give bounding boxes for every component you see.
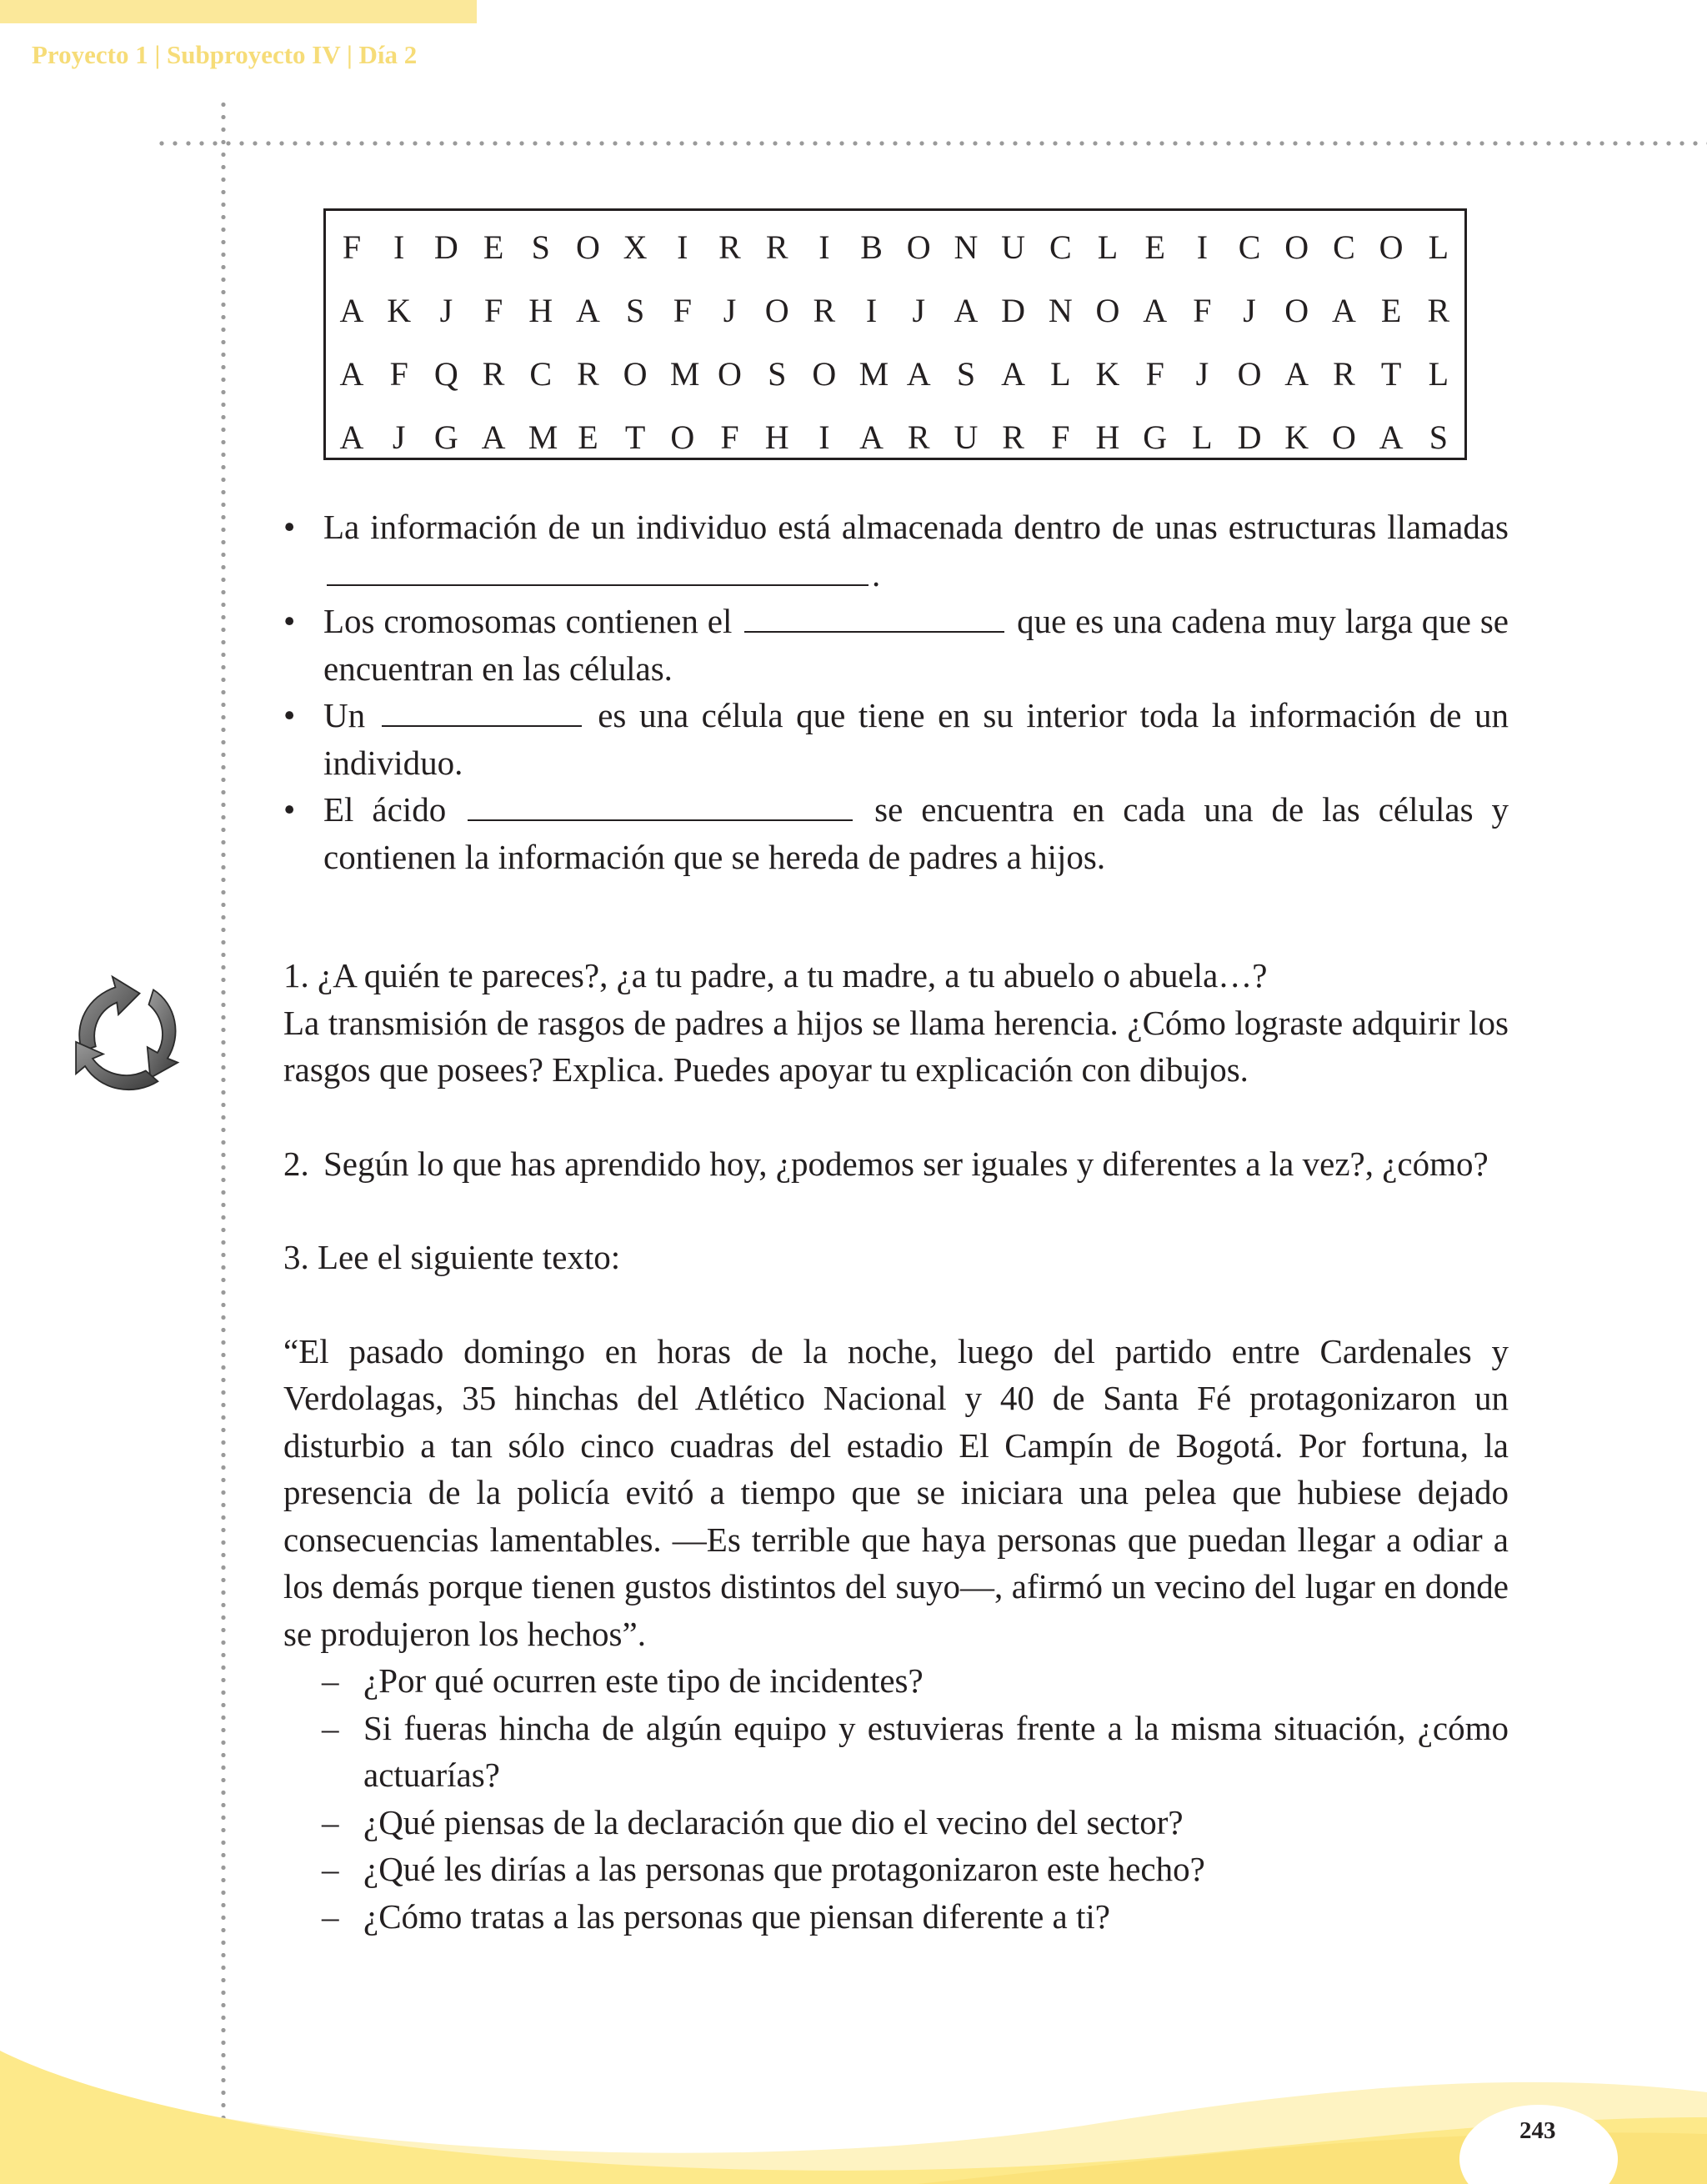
word-search-letter[interactable]: U xyxy=(954,418,979,456)
word-search-letter[interactable]: I xyxy=(818,418,830,456)
dotted-divider-vertical xyxy=(221,98,226,2184)
word-search-letter[interactable]: I xyxy=(865,291,878,329)
dash-marker: – xyxy=(322,1802,339,1841)
word-search-letter[interactable]: E xyxy=(1380,291,1402,329)
blank-item-text: que es una cadena muy larga que se encuentran en las células. xyxy=(323,602,1509,688)
word-search-letter[interactable]: R xyxy=(482,354,505,393)
word-search-letter[interactable]: J xyxy=(912,291,926,329)
word-search-letter[interactable]: F xyxy=(673,291,692,329)
word-search-letter[interactable]: C xyxy=(1238,228,1261,266)
word-search-letter[interactable]: J xyxy=(1195,354,1209,393)
sub-question xyxy=(283,1657,1509,1705)
page-header: Proyecto 1 | Subproyecto IV | Día 2 xyxy=(32,40,418,69)
sub-question-text: ¿Por qué ocurren este tipo de incidentes? xyxy=(363,1661,924,1700)
word-search-letter[interactable]: I xyxy=(677,228,688,266)
reading-passage: “El pasado domingo en horas de la noche, luego del partido entre Cardenales y Verdolagas, 35 hinchas del Atlético Nacional y 40 de Santa Fé protagonizaron un disturbio a tan sólo cinco cuadras del estadio El Campín de Bogotá. Por fortuna, la presencia de la policía evitó a tiempo que se iniciara una pelea que hubiese dejado consecuencias lamentables. —Es terrible que haya personas que puedan llegar a odiar a los demás porque tienen gustos distintos del suyo—, afirmó un vecino del lugar en donde se produjeron los hechos”. xyxy=(283,1331,1509,1653)
question-1-title: 1. ¿A quién te pareces?, ¿a tu padre, a tu madre, a tu abuelo o abuela…? xyxy=(283,956,1268,994)
word-search-letter[interactable]: K xyxy=(1095,354,1120,393)
word-search-letter[interactable]: A xyxy=(1331,291,1356,329)
blank-item-text: es una célula que tiene en su interior toda la información de un individuo. xyxy=(323,696,1509,782)
word-search-letter[interactable]: F xyxy=(1145,354,1164,393)
word-search-letter[interactable]: O xyxy=(1379,228,1404,266)
word-search-letter[interactable]: G xyxy=(1143,418,1168,456)
word-search-letter[interactable]: A xyxy=(1143,291,1168,329)
word-search-letter[interactable]: A xyxy=(481,418,506,456)
word-search-letter[interactable]: A xyxy=(1284,354,1309,393)
word-search-letter[interactable]: H xyxy=(764,418,789,456)
word-search-letter[interactable]: S xyxy=(768,354,787,393)
blank-item-2 xyxy=(283,598,1509,692)
word-search-letter[interactable]: O xyxy=(1284,291,1309,329)
sub-question xyxy=(283,1846,1509,1893)
word-search-letter[interactable]: R xyxy=(907,418,930,456)
word-search-letter[interactable]: R xyxy=(577,354,599,393)
blank-item-text: Un xyxy=(323,696,366,734)
word-search-letter[interactable]: A xyxy=(954,291,979,329)
answer-blank[interactable] xyxy=(382,700,582,727)
word-search-letter[interactable]: F xyxy=(720,418,739,456)
sub-question xyxy=(283,1799,1509,1846)
word-search-letter[interactable]: R xyxy=(1333,354,1355,393)
question-2-number: 2. xyxy=(283,1144,309,1183)
word-search-letter[interactable]: M xyxy=(859,354,889,393)
word-search-letter[interactable]: I xyxy=(818,228,830,266)
word-search-letter[interactable]: R xyxy=(1427,291,1450,329)
word-search-letter[interactable]: O xyxy=(764,291,789,329)
word-search-row xyxy=(339,342,1451,405)
blank-item-1 xyxy=(283,503,1509,598)
word-search-letter[interactable]: H xyxy=(1095,418,1120,456)
sub-question-text: ¿Qué piensas de la declaración que dio el vecino del sector? xyxy=(363,1802,1184,1841)
dash-marker: – xyxy=(322,1850,339,1888)
question-3-title: 3. Lee el siguiente texto: xyxy=(283,1238,621,1276)
word-search-letter[interactable]: A xyxy=(339,354,364,393)
word-search-letter[interactable]: I xyxy=(1196,228,1209,266)
answer-blank[interactable] xyxy=(468,794,853,821)
word-search-row xyxy=(339,278,1451,342)
word-search-letter[interactable]: F xyxy=(1193,291,1212,329)
dash-marker: – xyxy=(322,1896,339,1936)
word-search-letter[interactable]: O xyxy=(1095,291,1120,329)
dash-marker: – xyxy=(322,1708,339,1747)
word-search-letter[interactable]: L xyxy=(1192,418,1213,456)
word-search-letter[interactable]: E xyxy=(578,418,598,456)
header-accent-bar xyxy=(0,0,477,23)
fill-in-blanks-section xyxy=(283,503,1509,880)
word-search-letter[interactable]: R xyxy=(718,228,741,266)
word-search-letter[interactable]: O xyxy=(906,228,931,266)
blank-item-text: El ácido xyxy=(323,790,447,829)
word-search-letter[interactable]: A xyxy=(339,418,364,456)
blank-item-text: La información de un individuo está almacenada dentro de unas estructuras llamadas xyxy=(323,508,1509,546)
word-search-letter[interactable]: O xyxy=(1284,228,1309,266)
word-search-letter[interactable]: L xyxy=(1428,354,1449,393)
word-search-letter[interactable]: T xyxy=(1380,354,1402,393)
question-1-text: La transmisión de rasgos de padres a hijos se llama herencia. ¿Cómo lograste adquirir los rasgos que posees? Explica. Puedes apoyar tu explicación con dibujos. xyxy=(283,1003,1509,1089)
blank-item-text: . xyxy=(872,554,881,594)
word-search-letter[interactable]: R xyxy=(765,228,788,266)
blank-item-4 xyxy=(283,786,1509,880)
word-search-letter[interactable]: K xyxy=(387,291,412,329)
word-search-letter[interactable]: A xyxy=(1379,418,1404,456)
word-search-letter[interactable]: O xyxy=(1237,354,1262,393)
word-search-letter[interactable]: L xyxy=(1428,228,1449,266)
blank-item-text: se encuentra en cada una de las células y contienen la información que se hereda de padres a hijos. xyxy=(323,790,1509,876)
word-search-letter[interactable]: E xyxy=(1144,228,1165,266)
word-search-letter[interactable]: C xyxy=(529,354,553,393)
word-search-letter[interactable]: O xyxy=(1331,418,1356,456)
question-2 xyxy=(283,1140,1509,1188)
word-search-letter[interactable]: M xyxy=(528,418,558,456)
word-search-letter[interactable]: D xyxy=(1001,291,1026,329)
word-search-letter[interactable]: A xyxy=(575,291,600,329)
question-2-text: Según lo que has aprendido hoy, ¿podemos ser iguales y diferentes a la vez?, ¿cómo? xyxy=(323,1144,1489,1183)
word-search-letter[interactable]: O xyxy=(718,354,742,393)
bottom-wave-decoration xyxy=(0,2034,1707,2184)
word-search-letter[interactable]: T xyxy=(624,418,646,456)
word-search-letter[interactable]: C xyxy=(1049,228,1072,266)
dotted-divider-horizontal xyxy=(155,141,1707,146)
sub-question xyxy=(283,1705,1509,1799)
word-search-letter[interactable]: D xyxy=(1237,418,1262,456)
word-search-letter[interactable]: F xyxy=(342,228,362,266)
word-search-letter[interactable]: J xyxy=(392,418,406,456)
word-search-letter[interactable]: O xyxy=(670,418,695,456)
word-search-letter[interactable]: O xyxy=(575,228,600,266)
word-search-letter[interactable]: O xyxy=(812,354,837,393)
word-search-letter[interactable]: C xyxy=(1333,228,1355,266)
sub-question-text: Si fueras hincha de algún equipo y estuvieras frente a la misma situación, ¿cómo actuarías? xyxy=(363,1708,1509,1794)
word-search-letter[interactable]: S xyxy=(626,291,645,329)
word-search-letter[interactable]: B xyxy=(860,228,883,266)
word-search-letter[interactable]: A xyxy=(906,354,931,393)
word-search-letter[interactable]: L xyxy=(1050,354,1071,393)
word-search-letter[interactable]: L xyxy=(1097,228,1119,266)
word-search-row xyxy=(339,405,1451,468)
word-search-letter[interactable]: O xyxy=(623,354,648,393)
word-search-letter[interactable]: F xyxy=(1051,418,1070,456)
word-search-letter[interactable]: N xyxy=(1048,291,1073,329)
word-search-letter[interactable]: K xyxy=(1284,418,1309,456)
word-search-letter[interactable]: F xyxy=(483,291,503,329)
word-search-letter[interactable]: J xyxy=(723,291,737,329)
word-search-letter[interactable]: R xyxy=(1002,418,1024,456)
page-number: 243 xyxy=(1519,2117,1556,2144)
word-search-letter[interactable]: H xyxy=(528,291,553,329)
word-search-letter[interactable]: A xyxy=(339,291,364,329)
word-search-letter[interactable]: Q xyxy=(433,354,458,393)
word-search-letter[interactable]: F xyxy=(389,354,408,393)
word-search-letter[interactable]: E xyxy=(483,228,504,266)
word-search-letter[interactable]: D xyxy=(433,228,458,266)
word-search-letter[interactable]: R xyxy=(813,291,836,329)
word-search-letter[interactable]: A xyxy=(859,418,884,456)
word-search-letter[interactable]: J xyxy=(1243,291,1256,329)
sub-question xyxy=(283,1893,1509,1941)
recycle-arrows-icon xyxy=(52,957,203,1109)
word-search-letter[interactable]: U xyxy=(1001,228,1026,266)
word-search-letter[interactable]: J xyxy=(439,291,453,329)
word-search-letter[interactable]: S xyxy=(956,354,976,393)
word-search-letter[interactable]: X xyxy=(623,228,648,266)
word-search-letter[interactable]: S xyxy=(531,228,550,266)
blank-item-3 xyxy=(283,692,1509,786)
word-search-row xyxy=(339,215,1451,278)
word-search-grid xyxy=(323,208,1467,460)
word-search-letter[interactable]: M xyxy=(669,354,700,393)
sub-question-text: ¿Cómo tratas a las personas que piensan diferente a ti? xyxy=(363,1896,1110,1936)
dash-marker: – xyxy=(322,1661,339,1700)
word-search-letter[interactable]: I xyxy=(393,228,405,266)
word-search-letter[interactable]: N xyxy=(954,228,979,266)
word-search-letter[interactable]: G xyxy=(433,418,458,456)
word-search-letter[interactable]: S xyxy=(1429,418,1448,456)
answer-blank[interactable] xyxy=(327,559,869,586)
sub-question-text: ¿Qué les dirías a las personas que protagonizaron este hecho? xyxy=(363,1850,1205,1888)
word-search-letter[interactable]: A xyxy=(1001,354,1026,393)
questions-section xyxy=(283,952,1509,1940)
answer-blank[interactable] xyxy=(744,606,1004,633)
blank-item-text: Los cromosomas contienen el xyxy=(323,602,733,640)
